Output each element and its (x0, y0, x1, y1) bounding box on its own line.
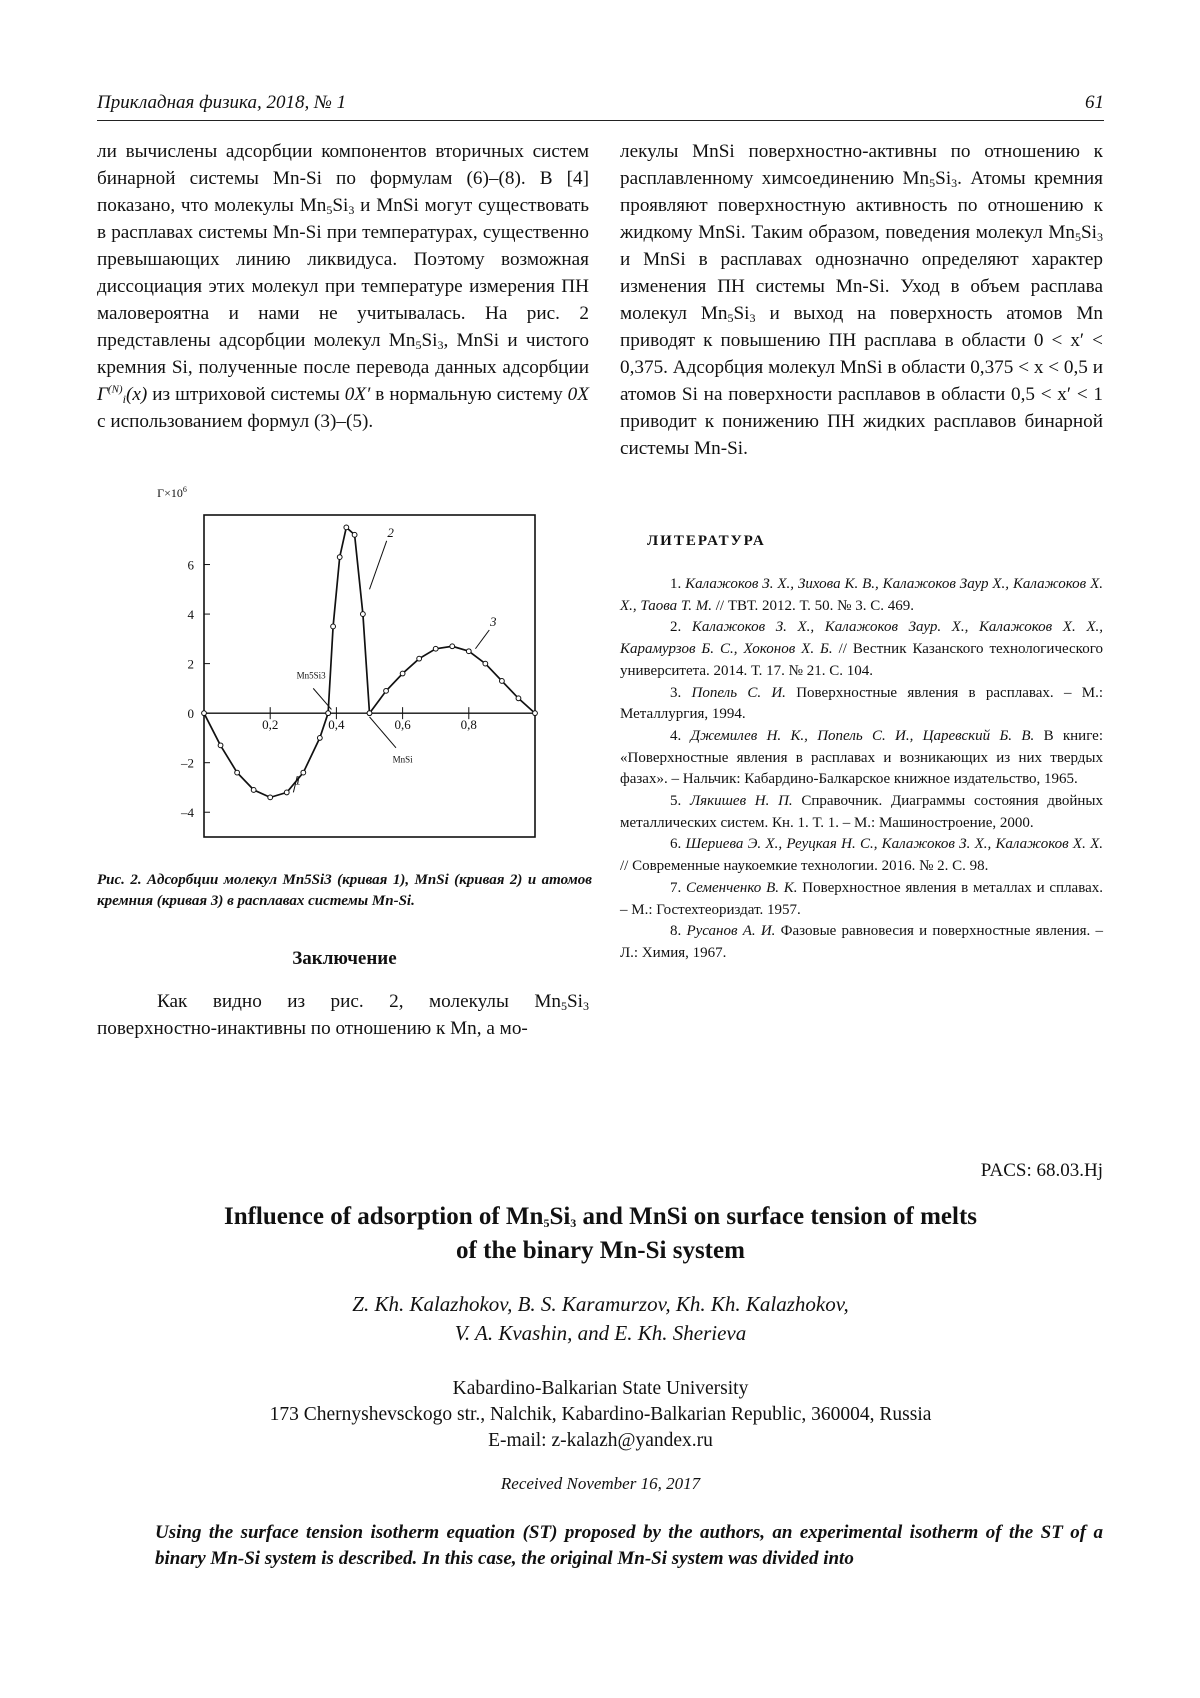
reference-details: Поверхностное явления в металлах и сплавах. – М.: Гостехтеориздат. 1957. (620, 879, 1103, 918)
reference-details: // ТВТ. 2012. Т. 50. № 3. С. 469. (712, 597, 914, 614)
received-date: Received November 16, 2017 (500, 1474, 701, 1493)
data-point (533, 711, 538, 716)
reference-details: Справочник. Диаграммы состояния двойных металлических систем. Кн. 1. Т. 1. – М.: Машиностроение, 2000. (620, 793, 1103, 831)
abstract: Using the surface tension isotherm equation (ST) proposed by the authors, an experimental isotherm of the ST of a binary Mn-Si system is described. In this case, the original Mn-Si system was divided into (155, 1522, 1103, 1569)
english-title: Influence of adsorption of $Mn_5Si_3$ and MnSi on surface tension of melts of the binary Mn-Si system (223, 1203, 978, 1264)
literature-heading: ЛИТЕРАТУРА (647, 533, 766, 549)
x-tick-label: 0,8 (460, 717, 477, 733)
journal-title: Прикладная физика, 2018, № 1 (97, 92, 347, 113)
conclusion-heading: Заключение (292, 948, 397, 969)
data-point (352, 532, 357, 537)
right-column-text (620, 138, 1103, 462)
reference-authors: Джемилев Н. К., Попель С. И., Царевский Б. В. (690, 727, 1035, 744)
data-point (367, 711, 372, 716)
y-tick-label: –4 (181, 805, 194, 821)
series-line-3 (370, 646, 536, 713)
reference-number: 6. (670, 836, 686, 853)
data-point (317, 736, 322, 741)
data-point (450, 644, 455, 649)
right-paragraph: лекулы MnSi поверхностно-активны по отношению к расплавленному химсоединению $Mn_5Si_3$. Атомы кремния проявляют поверхностную активность по отношению к жидкому MnSi. Таким образом, поведения молекул $Mn_5Si_3$ и MnSi в расплавах однозначно определяют характер изменения ПН системы Mn-Si. Уход в объем расплава молекул $Mn_5Si_3$ и выход на поверхность атомов Mn приводят к повышению ПН расплава в области 0 < x′ < 0,375. Адсорбция молекул MnSi в области 0,375 < x < 0,5 и атомов Si на поверхности расплавов в области 0,5 < x′ < 1 приводит к понижению ПН жидких расплавов бинарной системы Mn-Si. (620, 141, 1104, 459)
data-point (400, 671, 405, 676)
annotation-mnsi: MnSi (392, 754, 413, 765)
reference-item (620, 683, 1103, 726)
data-point (417, 656, 422, 661)
reference-number: 8. (670, 923, 687, 940)
reference-details: // Современные наукоемкие технологии. 2016. № 2. С. 98. (620, 858, 989, 875)
x-tick-label: 0,4 (328, 717, 345, 733)
data-point (284, 790, 289, 795)
reference-number: 7. (670, 879, 687, 896)
curve-label-leader (370, 541, 387, 589)
reference-details: Фазовые равновесия и поверхностные явления. – Л.: Химия, 1967. (620, 923, 1103, 961)
data-point (218, 743, 223, 748)
reference-number: 2. (670, 619, 692, 636)
annotation-leader (370, 717, 396, 748)
reference-authors: Калажоков З. Х., Калажоков Заур. Х., Калажоков Х. Х., Карамурзов Б. С., Хоконов Х. Б. (620, 619, 1103, 658)
data-point (202, 711, 207, 716)
affiliation: Kabardino-Balkarian State University 173 Chernyshevsckogo str., Nalchik, Kabardino-Balkarian Republic, 360004, Russia E-mail: z-kalazh@yandex.ru (97, 1376, 1104, 1454)
left-column-text (97, 138, 589, 435)
data-point (483, 661, 488, 666)
reference-details: Поверхностные явления в расплавах. – М.: Металлургия, 1994. (620, 684, 1104, 723)
curve-label-1: 1 (294, 772, 302, 788)
gamma-formula: $\Gamma^{(N)}_i(x)$ (97, 383, 148, 406)
reference-number: 1. (670, 576, 686, 592)
data-point (384, 688, 389, 693)
y-tick-label: –2 (181, 755, 194, 771)
y-tick-label: 6 (187, 557, 194, 573)
reference-number: 4. (670, 727, 691, 744)
page-number: 61 (1085, 92, 1104, 113)
left-paragraph: ли вычислены адсорбции компонентов вторичных систем бинарной системы Mn-Si по формулам (6)–(8). В [4] показано, что молекулы $Mn_5Si_3$ и MnSi могут существовать в расплавах системы Mn-Si при температурах, существенно превышающих линию ликвидуса. Поэтому возможная диссоциация этих молекул при температуре измерения ПН маловероятна и нами не учитывалась. На рис. 2 представлены адсорбции молекул $Mn_5Si_3$, MnSi и чистого кремния Si, полученные после перевода данных адсорбции $\Gamma^{(N)}_i(x)$ из штриховой системы 0X′ в нормальную систему 0X с использованием формул (3)–(5). (97, 141, 589, 432)
curve-label-2: 2 (387, 524, 394, 540)
email: E-mail: z-kalazh@yandex.ru (488, 1430, 713, 1451)
series-line-2 (328, 527, 369, 713)
y-tick-label: 2 (187, 656, 194, 672)
reference-item (620, 574, 1103, 617)
reference-item (620, 834, 1103, 877)
reference-details: В книге: «Поверхностные явления в расплавах и возникающих из них твердых фазах». – Нальчик: Кабардино-Балкарское книжное издательство, 1965. (620, 727, 1103, 788)
reference-item (620, 878, 1103, 921)
reference-authors: Семенченко В. К. (686, 879, 798, 896)
data-point (360, 612, 365, 617)
reference-item (620, 791, 1103, 834)
reference-authors: Калажоков З. Х., Зихова К. В., Калажоков Заур Х., Калажоков Х. Х., Таова Т. М. (620, 576, 1104, 614)
data-point (337, 555, 342, 560)
reference-list (620, 574, 1103, 965)
reference-number: 5. (670, 793, 690, 810)
author-list: Z. Kh. Kalazhokov, B. S. Karamurzov, Kh. Kh. Kalazhokov, V. A. Kvashin, and E. Kh. Sherieva (352, 1292, 849, 1345)
data-point (301, 770, 306, 775)
data-point (251, 788, 256, 793)
running-header (97, 90, 1104, 121)
reference-authors: Шериева Э. Х., Реуцкая Н. С., Калажоков З. Х., Калажоков Х. Х. (685, 836, 1103, 853)
data-point (326, 711, 331, 716)
figure-caption: Рис. 2. Адсорбции молекул Mn5Si3 (кривая 1), MnSi (кривая 2) и атомов кремния (кривая 3) в расплавах системы Mn-Si. (97, 872, 592, 909)
data-point (268, 795, 273, 800)
reference-authors: Попель С. И. (691, 684, 786, 701)
reference-item (620, 726, 1103, 791)
reference-item (620, 921, 1103, 964)
curve-label-3: 3 (490, 613, 497, 629)
data-point (344, 525, 349, 530)
data-point (331, 624, 336, 629)
pacs-code: PACS: 68.03.Hj (980, 1160, 1103, 1181)
curve-label-leader (475, 630, 489, 649)
adsorption-chart (97, 485, 592, 887)
reference-item (620, 617, 1103, 682)
reference-authors: Русанов А. И. (686, 923, 776, 940)
reference-number: 3. (670, 684, 692, 701)
data-point (500, 679, 505, 684)
data-point (516, 696, 521, 701)
y-axis-label: $\Gamma\times 10^6$ (157, 485, 187, 500)
annotation-mn5si3: Mn5Si3 (296, 670, 326, 681)
conclusion-text: Как видно из рис. 2, молекулы $Mn_5Si_3$ поверхностно-инактивны по отношению к Mn, а мо- (97, 991, 589, 1039)
x-tick-label: 0,6 (394, 717, 411, 733)
x-tick-label: 0,2 (262, 717, 279, 733)
data-point (433, 646, 438, 651)
y-tick-label: 4 (187, 607, 194, 623)
data-point (235, 770, 240, 775)
data-point (466, 649, 471, 654)
reference-details: // Вестник Казанского технологического университета. 2014. Т. 17. № 21. С. 104. (620, 641, 1103, 679)
y-tick-label: 0 (187, 706, 194, 722)
reference-authors: Лякишев Н. П. (689, 793, 793, 810)
